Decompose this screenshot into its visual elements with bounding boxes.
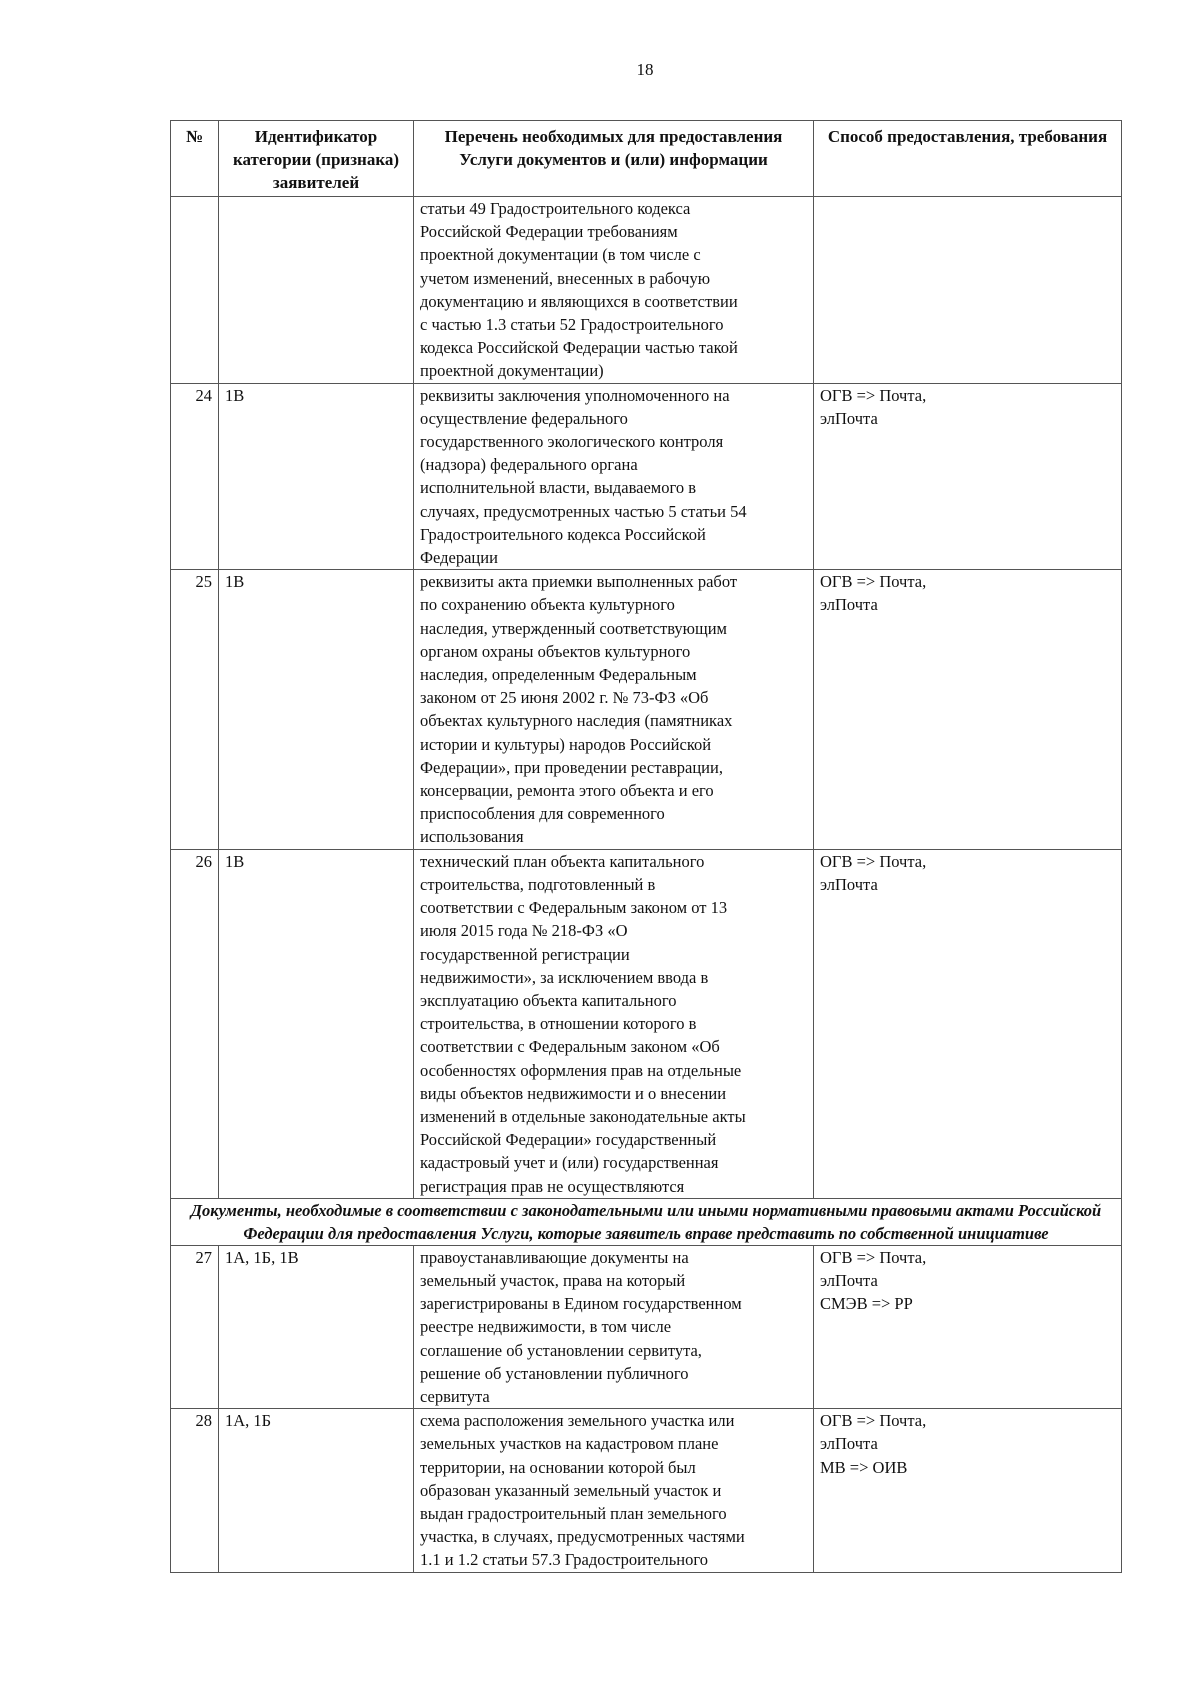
document-text-line: особенностях оформления прав на отдельные [420,1060,742,1080]
page-number: 18 [636,60,654,79]
document-text-line: Градостроительного кодекса Российской [420,524,706,544]
document-text-line: 1.1 и 1.2 статьи 57.3 Градостроительного [420,1550,708,1570]
row-category: 1В [219,383,414,570]
document-text-line: истории и культуры) народов Российской [420,734,712,754]
document-text-line: реквизиты акта приемки выполненных работ [420,572,738,592]
document-text-line: правоустанавливающие документы на [420,1247,689,1267]
document-text-line: исполнительной власти, выдаваемого в [420,478,697,498]
document-text-line: схема расположения земельного участка или [420,1411,735,1431]
row-number: 27 [171,1245,219,1408]
row-method [814,1245,1122,1408]
table-row [171,570,1122,849]
document-text-line: эксплуатацию объекта капитального [420,990,677,1010]
table-row [171,1409,1122,1572]
row-documents [414,383,814,570]
document-text-line: строительства, подготовленный в [420,874,656,894]
method-text-line: МВ => ОИВ [820,1457,908,1477]
document-text-line: учетом изменений, внесенных в рабочую [420,268,711,288]
document-text-line: органом охраны объектов культурного [420,641,691,661]
section-heading: Документы, необходимые в соответствии с законодательными или иными нормативными правовыми актами Российской Федерации для предоставления Услуги, которые заявитель вправе представить по собственной инициативе [171,1198,1122,1245]
row-documents [414,849,814,1198]
row-documents [414,197,814,384]
document-text-line: виды объектов недвижимости и о внесении [420,1083,727,1103]
document-text-line: территории, на основании которой был [420,1457,696,1477]
table-row [171,383,1122,570]
document-text-line: строительства, в отношении которого в [420,1014,697,1034]
document-text-line: соответствии с Федеральным законом «Об [420,1037,720,1057]
row-number: 28 [171,1409,219,1572]
row-documents [414,1409,814,1572]
documents-table [170,120,1122,1573]
document-text-line: изменений в отдельные законодательные акты [420,1106,746,1126]
method-text-line: элПочта [820,408,878,428]
document-text-line: государственной регистрации [420,944,630,964]
document-text-line: выдан градостроительный план земельного [420,1503,727,1523]
table-row [171,849,1122,1198]
document-text-line: осуществление федерального [420,408,628,428]
header-number: № [171,121,219,197]
row-method [814,1409,1122,1572]
document-text-line: технический план объекта капитального [420,851,705,871]
document-text-line: использования [420,827,524,847]
method-text-line: СМЭВ => РР [820,1294,913,1314]
row-method [814,197,1122,384]
row-category: 1В [219,570,414,849]
method-text-line: ОГВ => Почта, [820,1247,927,1267]
document-text-line: зарегистрированы в Едином государственном [420,1294,742,1314]
document-text-line: проектной документации (в том числе с [420,245,701,265]
document-text-line: образован указанный земельный участок и [420,1480,722,1500]
document-text-line: законом от 25 июня 2002 г. № 73-ФЗ «Об [420,688,709,708]
document-text-line: кодекса Российской Федерации частью такой [420,338,738,358]
document-text-line: решение об установлении публичного [420,1363,689,1383]
row-number: 26 [171,849,219,1198]
document-text-line: регистрация прав не осуществляются [420,1176,685,1196]
table-header-row [171,121,1122,197]
document-text-line: государственного экологического контроля [420,432,724,452]
document-text-line: случаях, предусмотренных частью 5 статьи 54 [420,501,747,521]
document-text-line: (надзора) федерального органа [420,455,638,475]
table-body [171,197,1122,1573]
document-text-line: земельных участков на кадастровом плане [420,1434,719,1454]
row-documents [414,570,814,849]
header-category-id: Идентификатор категории (признака) заявителей [219,121,414,197]
section-heading-row [171,1198,1122,1245]
row-method [814,383,1122,570]
header-method: Способ предоставления, требования [814,121,1122,197]
document-text-line: приспособления для современного [420,804,665,824]
document-text-line: проектной документации) [420,361,604,381]
row-number: 25 [171,570,219,849]
document-text-line: недвижимости», за исключением ввода в [420,967,709,987]
method-text-line: ОГВ => Почта, [820,1411,927,1431]
row-category: 1В [219,849,414,1198]
row-method [814,849,1122,1198]
document-text-line: Федерации», при проведении реставрации, [420,757,723,777]
row-number [171,197,219,384]
document-text-line: реквизиты заключения уполномоченного на [420,385,730,405]
method-text-line: ОГВ => Почта, [820,572,927,592]
row-category: 1А, 1Б, 1В [219,1245,414,1408]
row-documents [414,1245,814,1408]
document-text-line: объектах культурного наследия (памятниках [420,711,733,731]
document-text-line: Российской Федерации» государственный [420,1130,717,1150]
method-text-line: ОГВ => Почта, [820,851,927,871]
document-text-line: июля 2015 года № 218-ФЗ «О [420,921,628,941]
document-text-line: с частью 1.3 статьи 52 Градостроительного [420,315,724,335]
table-row [171,1245,1122,1408]
document-text-line: консервации, ремонта этого объекта и его [420,781,714,801]
table-row [171,197,1122,384]
row-method [814,570,1122,849]
document-text-line: по сохранению объекта культурного [420,595,675,615]
row-number: 24 [171,383,219,570]
document-text-line: реестре недвижимости, в том числе [420,1317,672,1337]
header-documents-list: Перечень необходимых для предоставления Услуги документов и (или) информации [414,121,814,197]
row-category [219,197,414,384]
document-text-line: документацию и являющихся в соответствии [420,291,738,311]
method-text-line: элПочта [820,1434,878,1454]
document-text-line: наследия, определенным Федеральным [420,665,697,685]
document-text-line: участка, в случаях, предусмотренных частями [420,1527,745,1547]
document-text-line: Федерации [420,548,498,568]
row-category: 1А, 1Б [219,1409,414,1572]
method-text-line: элПочта [820,595,878,615]
method-text-line: элПочта [820,1270,878,1290]
document-text-line: Российской Федерации требованиям [420,222,678,242]
document-text-line: кадастровый учет и (или) государственная [420,1153,719,1173]
document-text-line: земельный участок, права на который [420,1270,686,1290]
document-text-line: соглашение об установлении сервитута, [420,1340,702,1360]
method-text-line: элПочта [820,874,878,894]
document-text-line: статьи 49 Градостроительного кодекса [420,199,691,218]
method-text-line: ОГВ => Почта, [820,385,927,405]
document-text-line: соответствии с Федеральным законом от 13 [420,898,728,918]
document-text-line: наследия, утвержденный соответствующим [420,618,727,638]
document-text-line: сервитута [420,1386,490,1406]
